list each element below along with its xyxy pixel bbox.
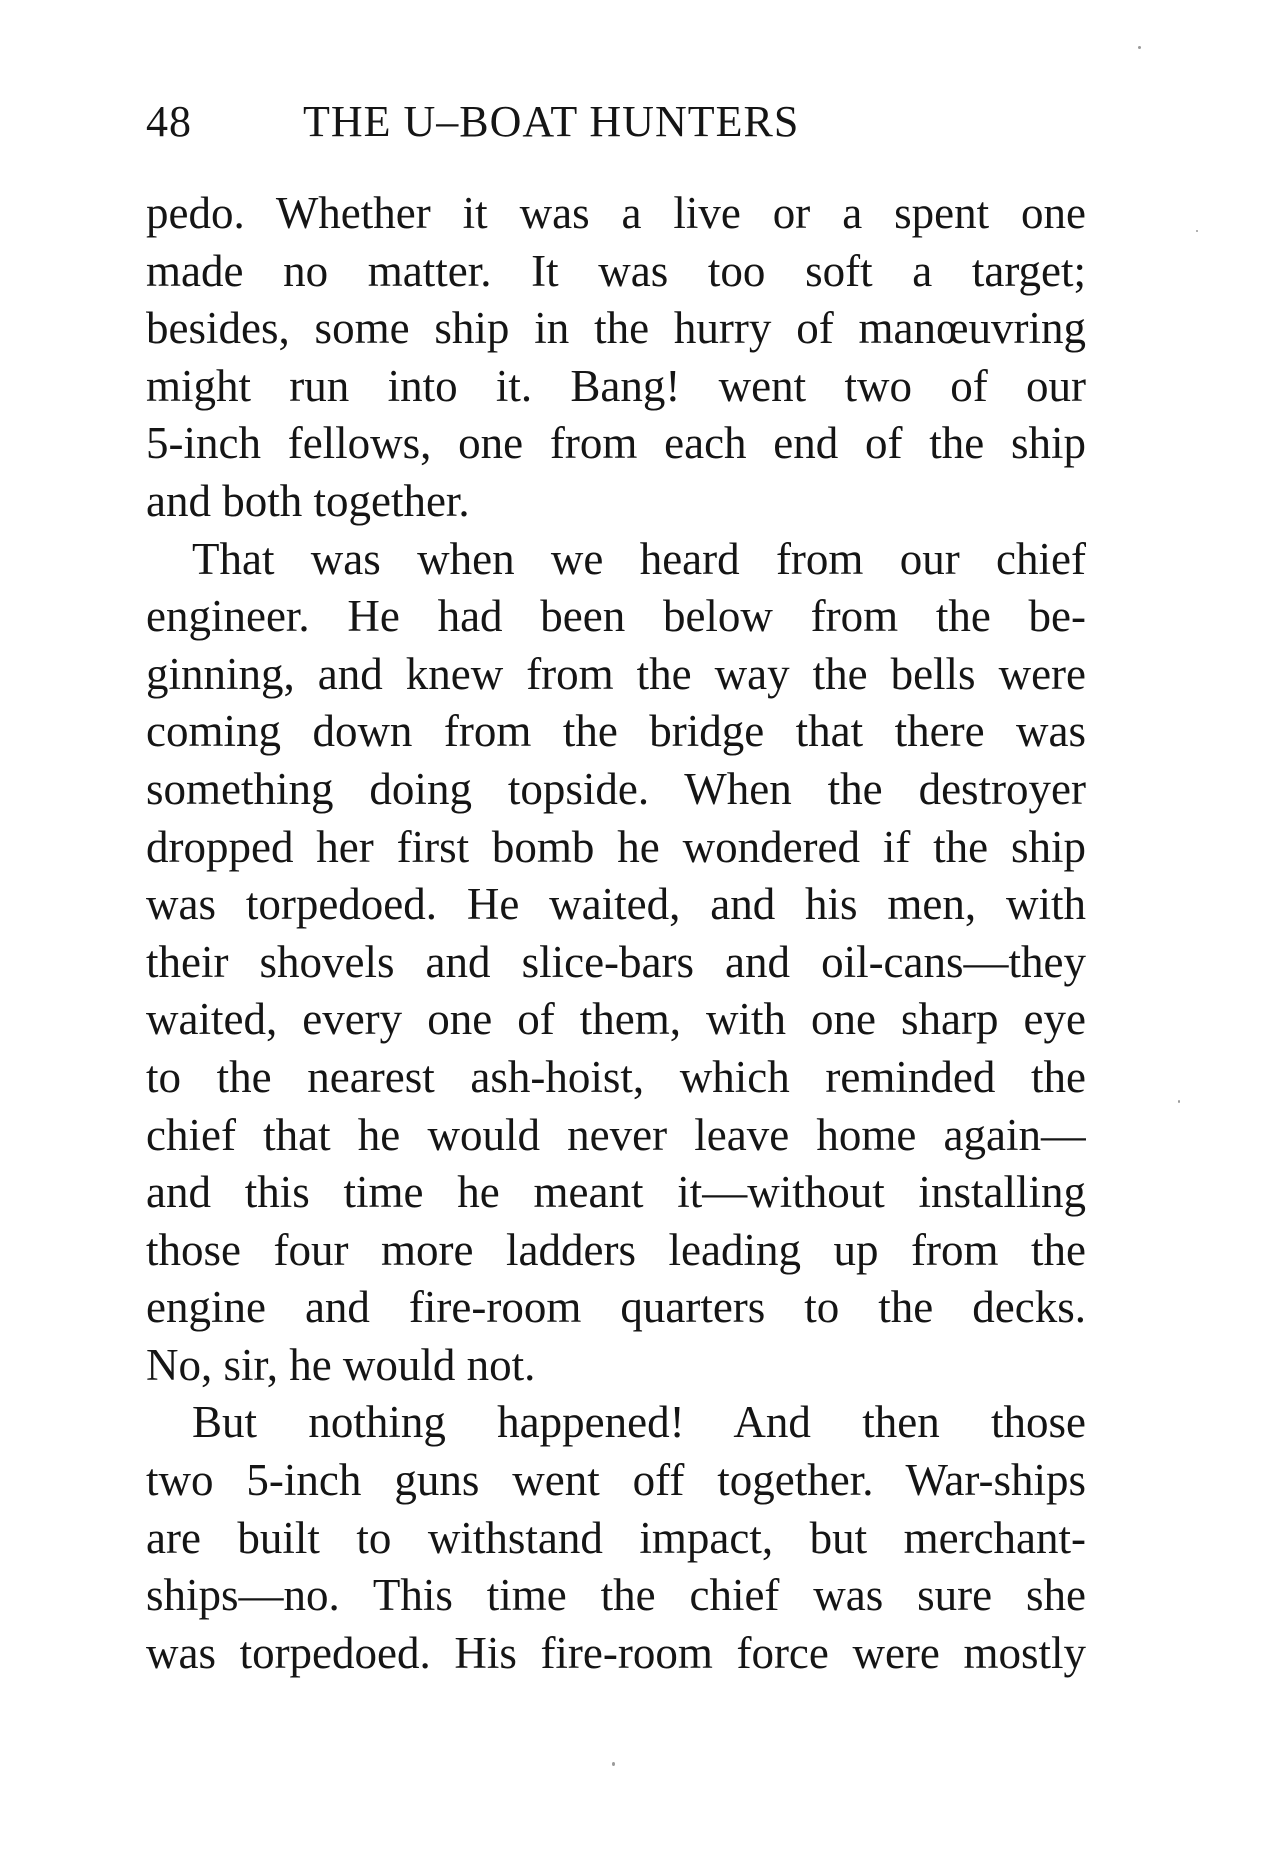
running-title: THE U–BOAT HUNTERS	[303, 97, 800, 146]
text-line: are built to withstand impact, but merchant-	[146, 1512, 1086, 1563]
paragraph-start-line: That was when we heard from our chief	[192, 533, 1086, 584]
page-number: 48	[146, 97, 192, 146]
running-head	[146, 92, 1096, 152]
text-line: 5-inch fellows, one from each end of the ship	[146, 418, 1086, 469]
text-line: and both together.	[146, 475, 470, 526]
text-line: dropped her first bomb he wondered if the ship	[146, 821, 1086, 872]
text-line: engineer. He had been below from the be-	[146, 591, 1086, 642]
text-line: made no matter. It was too soft a target;	[146, 245, 1086, 296]
text-line: to the nearest ash-hoist, which reminded the	[146, 1051, 1086, 1102]
text-line: their shovels and slice-bars and oil-cans—they	[146, 936, 1086, 987]
text-line: waited, every one of them, with one sharp eye	[146, 994, 1086, 1045]
text-line: ginning, and knew from the way the bells were	[146, 648, 1086, 699]
body-text	[146, 185, 1086, 1682]
text-line: No, sir, he would not.	[146, 1339, 536, 1390]
text-line: something doing topside. When the destroyer	[146, 763, 1086, 814]
scan-speck	[1138, 46, 1141, 49]
paragraph-start-line: But nothing happened! And then those	[192, 1397, 1086, 1448]
text-line: chief that he would never leave home again—	[146, 1109, 1086, 1160]
text-line: coming down from the bridge that there was	[146, 706, 1086, 757]
text-line: was torpedoed. He waited, and his men, with	[146, 879, 1086, 930]
text-line: might run into it. Bang! went two of our	[146, 360, 1086, 411]
text-line: engine and fire-room quarters to the decks.	[146, 1282, 1086, 1333]
text-line: pedo. Whether it was a live or a spent one	[146, 188, 1086, 238]
text-line: besides, some ship in the hurry of manœuvring	[146, 303, 1086, 354]
text-line: and this time he meant it—without installing	[146, 1167, 1086, 1218]
text-line: was torpedoed. His fire-room force were mostly	[146, 1627, 1086, 1678]
text-line: two 5-inch guns went off together. War-ships	[146, 1455, 1086, 1506]
scan-speck	[1196, 230, 1198, 232]
scan-speck	[612, 1762, 615, 1766]
scan-speck	[1178, 1100, 1180, 1103]
text-line: ships—no. This time the chief was sure she	[146, 1570, 1086, 1621]
text-line: those four more ladders leading up from the	[146, 1224, 1086, 1275]
